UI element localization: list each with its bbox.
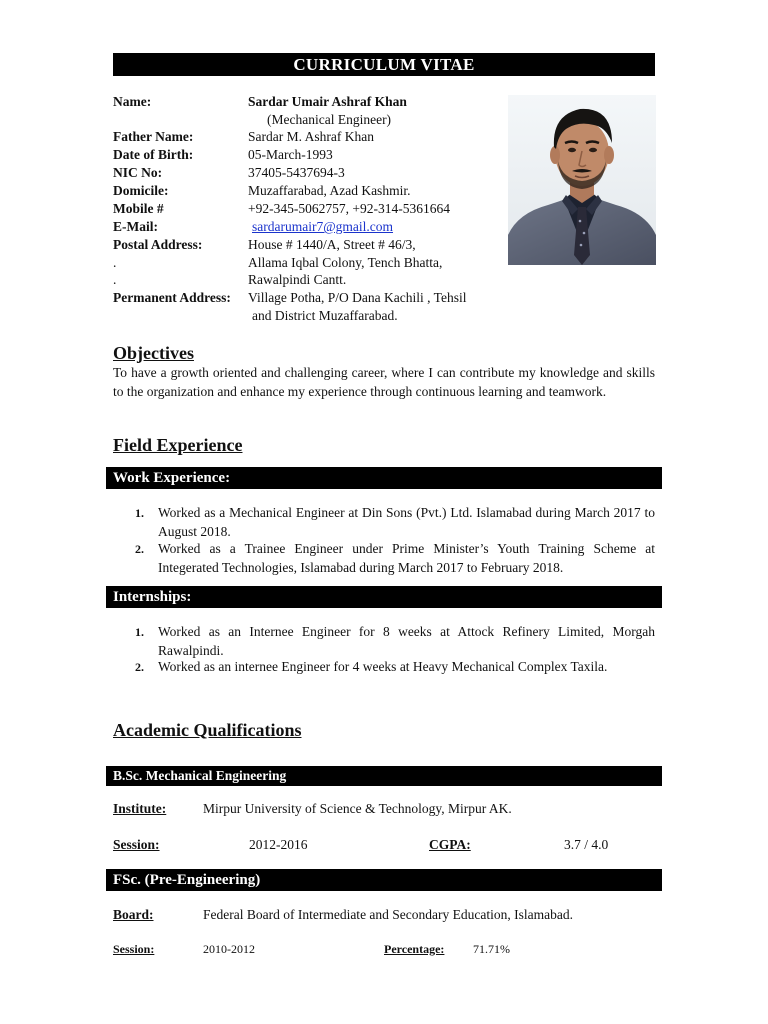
portrait-illustration [508, 95, 656, 265]
list-text: Worked as an internee Engineer for 4 weeks at Heavy Mechanical Complex Taxila. [158, 659, 608, 674]
permanent-address-line2: and District Muzaffarabad. [252, 308, 398, 323]
fsc-bar: FSc. (Pre-Engineering) [106, 869, 662, 891]
dob-value: 05-March-1993 [248, 147, 333, 162]
domicile-label: Domicile: [113, 183, 169, 198]
permanent-address-label: Permanent Address: [113, 290, 231, 305]
objectives-text: To have a growth oriented and challenging career, where I can contribute my knowledge and skills to the organization and enhance my experience through continuous learning and teamwork. [113, 365, 655, 399]
list-item [113, 540, 655, 577]
nic-label: NIC No: [113, 165, 163, 180]
postal-address-label: Postal Address: [113, 237, 203, 252]
mobile-value: +92-345-5062757, +92-314-5361664 [248, 201, 450, 216]
postal-address-line2: Allama Iqbal Colony, Tench Bhatta, [248, 255, 443, 270]
postal-address-line3: Rawalpindi Cantt. [248, 272, 347, 287]
list-text: Worked as an Internee Engineer for 8 weeks at Attock Refinery Limited, Morgah Rawalpindi. [158, 624, 655, 658]
nic-value: 37405-5437694-3 [248, 165, 345, 180]
list-number: 2. [135, 542, 144, 556]
spacer-dot: . [113, 272, 117, 287]
session-value: 2012-2016 [249, 837, 308, 852]
list-item [113, 504, 655, 541]
cgpa-value: 3.7 / 4.0 [564, 837, 609, 852]
name-value: Sardar Umair Ashraf Khan [248, 94, 407, 109]
postal-address-line1: House # 1440/A, Street # 46/3, [248, 237, 416, 252]
session-label: Session: [113, 837, 160, 852]
mobile-label: Mobile # [113, 201, 164, 216]
session-value: 2010-2012 [203, 942, 255, 956]
name-label: Name: [113, 94, 152, 109]
cv-title: CURRICULUM VITAE [113, 53, 655, 76]
internships-bar: Internships: [106, 586, 662, 608]
father-name-value: Sardar M. Ashraf Khan [248, 129, 374, 144]
field-experience-heading: Field Experience [113, 435, 243, 455]
domicile-value: Muzaffarabad, Azad Kashmir. [248, 183, 411, 198]
email-label: E-Mail: [113, 219, 158, 234]
list-number: 2. [135, 660, 144, 674]
session-label: Session: [113, 942, 155, 956]
objectives-heading: Objectives [113, 343, 194, 363]
academic-heading: Academic Qualifications [113, 720, 302, 740]
institute-value: Mirpur University of Science & Technology, Mirpur AK. [203, 801, 512, 816]
list-text: Worked as a Trainee Engineer under Prime Minister’s Youth Training Scheme at Integerated Technologies, Islamabad during March 2017 to February 2018. [158, 541, 655, 575]
list-number: 1. [135, 506, 144, 520]
list-item [113, 658, 655, 695]
percentage-value: 71.71% [473, 942, 510, 956]
profile-photo [508, 95, 656, 265]
work-experience-bar: Work Experience: [106, 467, 662, 489]
designation-value: (Mechanical Engineer) [267, 112, 392, 127]
bsc-bar: B.Sc. Mechanical Engineering [106, 766, 662, 786]
permanent-address-line1: Village Potha, P/O Dana Kachili , Tehsil [248, 290, 467, 305]
spacer-dot: . [113, 255, 117, 270]
board-label: Board: [113, 907, 154, 922]
list-item [113, 623, 655, 660]
father-name-label: Father Name: [113, 129, 194, 144]
institute-label: Institute: [113, 801, 167, 816]
list-text: Worked as a Mechanical Engineer at Din Sons (Pvt.) Ltd. Islamabad during March 2017 to August 2018. [158, 505, 655, 539]
list-number: 1. [135, 625, 144, 639]
email-link[interactable]: sardarumair7@gmail.com [252, 219, 394, 234]
cgpa-label: CGPA: [429, 837, 471, 852]
board-value: Federal Board of Intermediate and Secondary Education, Islamabad. [203, 907, 573, 922]
dob-label: Date of Birth: [113, 147, 194, 162]
percentage-label: Percentage: [384, 942, 445, 956]
